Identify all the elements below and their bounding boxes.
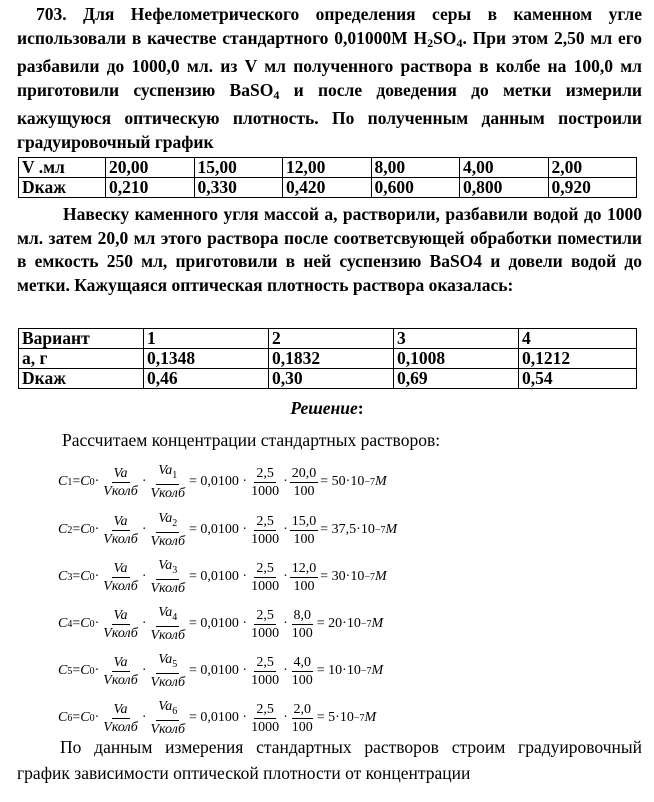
fraction-numerator bbox=[292, 607, 314, 625]
fraction bbox=[148, 462, 187, 502]
taken-volume: 4,0 bbox=[293, 654, 312, 670]
result-unit: M bbox=[385, 522, 398, 537]
dot-operator: · bbox=[94, 616, 100, 631]
va-symbol: Va bbox=[113, 701, 128, 717]
fraction-numerator bbox=[292, 701, 314, 719]
c0-index: 0 bbox=[89, 665, 95, 677]
concentration-symbol: C bbox=[58, 663, 68, 678]
result-value: = 30·10 bbox=[320, 569, 365, 584]
fraction-numerator bbox=[112, 654, 130, 672]
fraction-denominator bbox=[148, 674, 187, 691]
va-symbol: Va bbox=[158, 511, 173, 526]
fraction-numerator bbox=[254, 654, 276, 672]
concentration-index: 4 bbox=[67, 618, 73, 630]
va-index: 5 bbox=[172, 659, 178, 670]
flask-volume: 100 bbox=[293, 483, 315, 499]
fraction bbox=[249, 654, 281, 689]
dot-operator: · bbox=[283, 616, 288, 631]
table-row: а, г 0,1348 0,1832 0,1008 0,1212 bbox=[19, 349, 637, 369]
fraction bbox=[148, 651, 187, 691]
va-symbol: Va bbox=[113, 465, 128, 481]
sample-description: Навеску каменного угля массой а, растворили, разбавили водой до 1000 мл. затем 20,0 мл этого раствора после соответсвующей обработки поместили в емкость 250 мл, приготовили в ней суспензию BaSO4 и довели водой до метки. Кажущаяся оптическая плотность раствора оказалась: bbox=[17, 204, 642, 295]
va-symbol: Va bbox=[113, 654, 128, 670]
fraction bbox=[290, 701, 315, 736]
fraction bbox=[148, 698, 187, 738]
c0-index: 0 bbox=[89, 712, 95, 724]
fraction-denominator bbox=[101, 578, 140, 595]
result-unit: M bbox=[374, 474, 387, 489]
dilution-volume: 1000 bbox=[251, 578, 280, 594]
table-row: Dкаж 0,46 0,30 0,69 0,54 bbox=[19, 369, 637, 389]
fraction-denominator bbox=[249, 625, 281, 642]
c0-value: = 0,0100 · bbox=[189, 474, 248, 489]
vkolb-symbol: Vколб bbox=[103, 531, 138, 547]
aliquot-volume: 2,5 bbox=[256, 513, 274, 529]
formula-row bbox=[58, 647, 478, 695]
fraction-denominator bbox=[292, 483, 317, 500]
concentration-index: 2 bbox=[67, 524, 73, 536]
fraction-denominator bbox=[290, 625, 315, 642]
c0-symbol: C bbox=[80, 569, 90, 584]
dot-operator: · bbox=[141, 663, 147, 678]
dilution-volume: 1000 bbox=[251, 672, 280, 688]
result-unit: M bbox=[371, 616, 384, 631]
formula-row bbox=[58, 458, 478, 506]
table-row: Dкаж 0,210 0,330 0,420 0,600 0,800 0,920 bbox=[19, 178, 637, 198]
fraction-numerator bbox=[292, 654, 314, 672]
va-symbol: Va bbox=[158, 558, 173, 573]
fraction bbox=[148, 510, 187, 550]
fraction-denominator bbox=[292, 578, 317, 595]
vkolb-symbol: Vколб bbox=[103, 578, 138, 594]
c0-value: = 0,0100 · bbox=[189, 616, 248, 631]
fraction bbox=[249, 560, 281, 595]
calibration-table bbox=[18, 157, 637, 198]
fraction-denominator bbox=[101, 625, 140, 642]
c0-value: = 0,0100 · bbox=[189, 569, 248, 584]
c0-symbol: C bbox=[80, 474, 90, 489]
fraction-numerator bbox=[156, 651, 179, 674]
result-value: = 10·10 bbox=[316, 663, 361, 678]
fraction-numerator bbox=[254, 560, 276, 578]
solution-heading: Решение: bbox=[290, 398, 364, 418]
solution-intro: Рассчитаем концентрации стандартных растворов: bbox=[62, 430, 441, 450]
c0-index: 0 bbox=[89, 618, 95, 630]
fraction-numerator bbox=[254, 465, 276, 483]
fraction-denominator bbox=[148, 485, 187, 502]
fraction bbox=[249, 607, 281, 642]
fraction bbox=[101, 465, 140, 500]
taken-volume: 8,0 bbox=[293, 607, 312, 623]
concentration-formula bbox=[58, 553, 478, 601]
dilution-volume: 1000 bbox=[251, 531, 280, 547]
fraction bbox=[249, 465, 281, 500]
fraction-numerator bbox=[254, 513, 276, 531]
va-index: 4 bbox=[172, 612, 178, 623]
fraction-denominator bbox=[101, 531, 140, 548]
vkolb-symbol: Vколб bbox=[150, 486, 186, 501]
va-index: 6 bbox=[172, 706, 178, 717]
result-unit: M bbox=[374, 569, 387, 584]
c0-value: = 0,0100 · bbox=[189, 522, 248, 537]
fraction-numerator bbox=[254, 701, 276, 719]
taken-volume: 12,0 bbox=[291, 560, 317, 576]
fraction-numerator bbox=[112, 701, 130, 719]
result-exponent: −7 bbox=[374, 524, 386, 536]
table-row: V .мл 20,00 15,00 12,00 8,00 4,00 2,00 bbox=[19, 158, 637, 178]
flask-volume: 100 bbox=[293, 531, 315, 547]
concentration-symbol: C bbox=[58, 710, 68, 725]
fraction-numerator bbox=[112, 607, 130, 625]
c0-value: = 0,0100 · bbox=[189, 663, 248, 678]
result-unit: M bbox=[371, 663, 384, 678]
taken-volume: 2,0 bbox=[293, 701, 312, 717]
result-exponent: −7 bbox=[364, 571, 375, 583]
dot-operator: · bbox=[94, 569, 100, 584]
va-symbol: Va bbox=[113, 607, 128, 623]
formula-row bbox=[58, 506, 478, 554]
va-symbol: Va bbox=[158, 652, 173, 667]
dot-operator: · bbox=[283, 474, 288, 489]
conclusion-text: По данным измерения стандартных растворов строим градуировочный график зависимости оптической плотности от концентрации bbox=[17, 737, 642, 783]
fraction-denominator bbox=[148, 533, 187, 550]
fraction bbox=[101, 654, 140, 689]
vkolb-symbol: Vколб bbox=[150, 581, 186, 596]
dot-operator: · bbox=[94, 522, 100, 537]
equals-sign: = bbox=[72, 710, 81, 725]
concentration-formula bbox=[58, 458, 478, 506]
dot-operator: · bbox=[283, 522, 288, 537]
concentration-symbol: C bbox=[58, 616, 68, 631]
dot-operator: · bbox=[141, 616, 147, 631]
concentration-index: 6 bbox=[67, 712, 73, 724]
c0-index: 0 bbox=[89, 524, 95, 536]
result-value: = 50·10 bbox=[320, 474, 365, 489]
vkolb-symbol: Vколб bbox=[150, 534, 186, 549]
taken-volume: 15,0 bbox=[291, 513, 317, 529]
vkolb-symbol: Vколб bbox=[103, 719, 138, 735]
result-value: = 20·10 bbox=[316, 616, 361, 631]
result-unit: M bbox=[364, 710, 377, 725]
dot-operator: · bbox=[141, 569, 147, 584]
fraction bbox=[101, 607, 140, 642]
fraction-numerator bbox=[156, 510, 179, 533]
result-value: = 37,5·10 bbox=[320, 522, 375, 537]
fraction-denominator bbox=[101, 719, 140, 736]
aliquot-volume: 2,5 bbox=[256, 465, 274, 481]
fraction bbox=[249, 513, 281, 548]
dilution-volume: 1000 bbox=[251, 483, 280, 499]
dilution-volume: 1000 bbox=[251, 719, 280, 735]
concentration-formula bbox=[58, 506, 478, 554]
result-exponent: −7 bbox=[353, 712, 365, 724]
fraction-numerator bbox=[156, 604, 179, 627]
fraction bbox=[101, 560, 140, 595]
fraction-numerator bbox=[156, 698, 179, 721]
fraction-denominator bbox=[101, 483, 140, 500]
aliquot-volume: 2,5 bbox=[256, 701, 274, 717]
dot-operator: · bbox=[94, 710, 100, 725]
vkolb-symbol: Vколб bbox=[150, 628, 186, 643]
fraction bbox=[290, 513, 319, 548]
dot-operator: · bbox=[94, 663, 100, 678]
vkolb-symbol: Vколб bbox=[103, 483, 138, 499]
fraction-numerator bbox=[290, 465, 319, 483]
result-exponent: −7 bbox=[364, 476, 375, 488]
c0-symbol: C bbox=[80, 616, 90, 631]
flask-volume: 100 bbox=[293, 578, 315, 594]
formula-row bbox=[58, 553, 478, 601]
fraction-numerator bbox=[254, 607, 276, 625]
fraction-denominator bbox=[148, 580, 187, 597]
vkolb-symbol: Vколб bbox=[103, 625, 138, 641]
result-exponent: −7 bbox=[360, 665, 372, 677]
concentration-index: 5 bbox=[67, 665, 73, 677]
vkolb-symbol: Vколб bbox=[150, 675, 186, 690]
fraction-denominator bbox=[290, 719, 315, 736]
dot-operator: · bbox=[141, 474, 147, 489]
fraction-denominator bbox=[249, 578, 281, 595]
equals-sign: = bbox=[72, 663, 81, 678]
fraction-numerator bbox=[112, 513, 130, 531]
concentration-index: 3 bbox=[67, 571, 73, 583]
fraction bbox=[101, 701, 140, 736]
concentration-symbol: C bbox=[58, 569, 68, 584]
result-exponent: −7 bbox=[360, 618, 372, 630]
flask-volume: 100 bbox=[291, 719, 313, 735]
c0-symbol: C bbox=[80, 710, 90, 725]
flask-volume: 100 bbox=[291, 625, 313, 641]
fraction-numerator bbox=[112, 465, 130, 483]
dot-operator: · bbox=[283, 710, 288, 725]
aliquot-volume: 2,5 bbox=[256, 560, 274, 576]
problem-statement: 703. Для Нефелометрического определения серы в каменном угле использовали в качестве стандартного 0,01000М $H_2SO_4$. При этом 2,50 мл его разбавили до 1000,0 мл. из V мл полученного раствора в колбе на 100,0 мл приготовили суспензию BaSO$_4$ и после доведения до метки измерили кажущуюся оптическую плотность. По полученным данным построили градуировочный график bbox=[17, 4, 642, 152]
va-symbol: Va bbox=[113, 513, 128, 529]
fraction bbox=[290, 607, 315, 642]
c0-symbol: C bbox=[80, 522, 90, 537]
concentration-symbol: C bbox=[58, 522, 68, 537]
fraction bbox=[101, 513, 140, 548]
equals-sign: = bbox=[72, 616, 81, 631]
flask-volume: 100 bbox=[291, 672, 313, 688]
fraction bbox=[290, 654, 315, 689]
equals-sign: = bbox=[72, 474, 81, 489]
fraction bbox=[290, 465, 319, 500]
fraction bbox=[148, 557, 187, 597]
aliquot-volume: 2,5 bbox=[256, 607, 274, 623]
fraction-denominator bbox=[290, 672, 315, 689]
vkolb-symbol: Vколб bbox=[150, 722, 186, 737]
va-index: 1 bbox=[172, 470, 178, 481]
equals-sign: = bbox=[72, 522, 81, 537]
fraction-denominator bbox=[148, 627, 187, 644]
va-symbol: Va bbox=[158, 605, 173, 620]
va-index: 2 bbox=[172, 518, 178, 529]
problem-number: 703. bbox=[36, 4, 67, 24]
dilution-volume: 1000 bbox=[251, 625, 280, 641]
fraction bbox=[290, 560, 319, 595]
fraction-denominator bbox=[101, 672, 140, 689]
fraction-numerator bbox=[290, 560, 319, 578]
concentration-formula bbox=[58, 600, 478, 648]
fraction-numerator bbox=[156, 557, 179, 580]
variants-table bbox=[18, 328, 637, 389]
concentration-index: 1 bbox=[67, 476, 73, 488]
fraction-denominator bbox=[249, 672, 281, 689]
equals-sign: = bbox=[72, 569, 81, 584]
dot-operator: · bbox=[94, 474, 100, 489]
c0-value: = 0,0100 · bbox=[189, 710, 248, 725]
concentration-formula bbox=[58, 647, 478, 695]
fraction-denominator bbox=[249, 483, 281, 500]
fraction-denominator bbox=[249, 719, 281, 736]
taken-volume: 20,0 bbox=[291, 465, 317, 481]
va-index: 3 bbox=[172, 565, 178, 576]
dot-operator: · bbox=[141, 522, 147, 537]
fraction-numerator bbox=[156, 462, 179, 485]
dot-operator: · bbox=[283, 663, 288, 678]
table-row: Вариант 1 2 3 4 bbox=[19, 329, 637, 349]
c0-index: 0 bbox=[89, 476, 95, 488]
fraction-numerator bbox=[112, 560, 130, 578]
concentration-symbol: C bbox=[58, 474, 68, 489]
aliquot-volume: 2,5 bbox=[256, 654, 274, 670]
va-symbol: Va bbox=[113, 560, 128, 576]
fraction bbox=[249, 701, 281, 736]
formula-row bbox=[58, 600, 478, 648]
c0-symbol: C bbox=[80, 663, 90, 678]
fraction-denominator bbox=[292, 531, 317, 548]
result-value: = 5·10 bbox=[316, 710, 354, 725]
va-symbol: Va bbox=[158, 463, 173, 478]
va-symbol: Va bbox=[158, 699, 173, 714]
dot-operator: · bbox=[283, 569, 288, 584]
fraction-numerator bbox=[290, 513, 319, 531]
vkolb-symbol: Vколб bbox=[103, 672, 138, 688]
fraction bbox=[148, 604, 187, 644]
c0-index: 0 bbox=[89, 571, 95, 583]
fraction-denominator bbox=[249, 531, 281, 548]
dot-operator: · bbox=[141, 710, 147, 725]
